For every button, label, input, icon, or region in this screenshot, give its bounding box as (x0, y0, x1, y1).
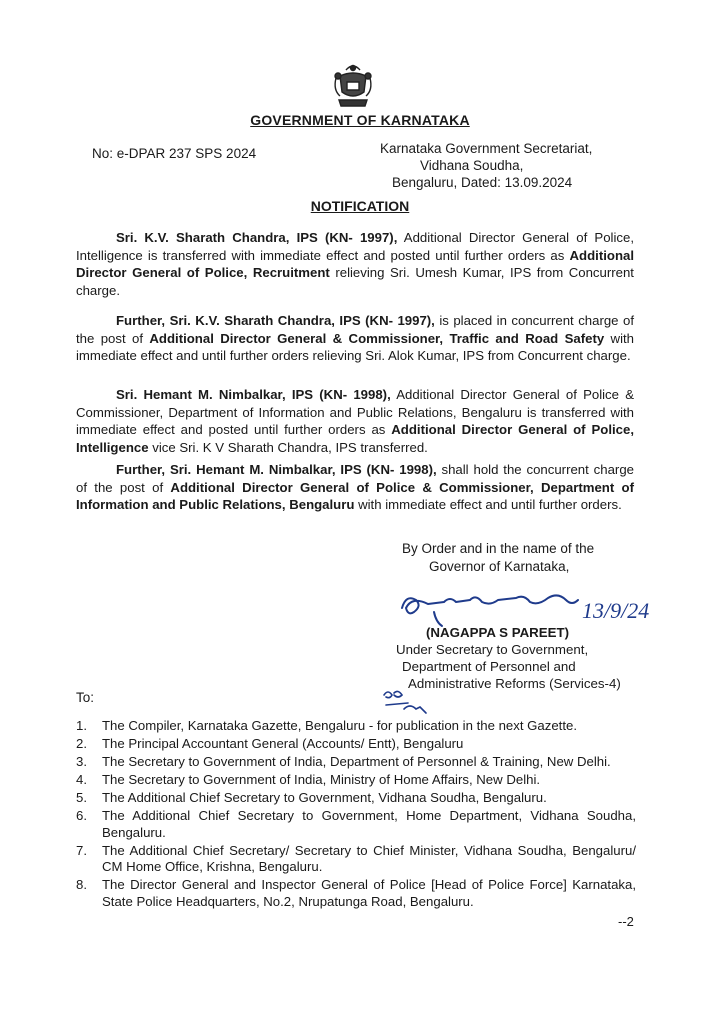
address-line-2: Vidhana Soudha, (420, 158, 524, 173)
p1-text-b: relieving Sri. Umesh Kumar, IPS from Concurrent charge. (76, 265, 634, 298)
list-item-text: The Additional Chief Secretary/ Secretary to Chief Minister, Vidhana Soudha, Bengaluru/ CM Home Office, Krishna, Bengaluru. (102, 842, 636, 874)
p2-text-a: is placed in concurrent charge of the post of (76, 313, 634, 346)
page-continuation-marker: --2 (618, 914, 634, 929)
notification-heading: NOTIFICATION (310, 198, 410, 214)
signatory-designation-2: Department of Personnel and (402, 659, 576, 674)
list-item-number: 3. (76, 754, 87, 769)
signatory-designation-1: Under Secretary to Government, (396, 642, 589, 657)
paragraph-3 (76, 386, 634, 456)
list-item (76, 736, 636, 753)
list-item-text: The Secretary to Government of India, Ministry of Home Affairs, New Delhi. (102, 772, 541, 787)
list-item (76, 754, 636, 771)
p4-text-b: with immediate effect and until further orders. (354, 497, 622, 512)
p1-officer: Sri. K.V. Sharath Chandra, IPS (KN- 1997), (116, 230, 398, 245)
list-item-number: 8. (76, 877, 87, 892)
p3-text-a: Additional Director General of Police & Commissioner, Department of Information and Public Relations, Bengaluru is transferred with immediate effect and posted until further orders as (76, 387, 634, 437)
p1-post: Additional Director General of Police, Recruitment (76, 247, 634, 280)
p3-post: Additional Director General of Police, Intelligence (76, 422, 634, 455)
government-title: GOVERNMENT OF KARNATAKA (250, 112, 470, 128)
list-item-text: The Secretary to Government of India, Department of Personnel & Training, New Delhi. (102, 754, 611, 769)
list-item-number: 7. (76, 842, 87, 858)
list-item (76, 790, 636, 807)
distribution-list (76, 718, 636, 912)
list-item-text: The Compiler, Karnataka Gazette, Bengaluru - for publication in the next Gazette. (102, 718, 578, 733)
office-address (380, 140, 640, 191)
list-item-text: The Additional Chief Secretary to Government, Home Department, Vidhana Soudha, Bengaluru. (102, 808, 636, 840)
address-line-3-date: Bengaluru, Dated: 13.09.2024 (392, 175, 573, 190)
p2-post: Additional Director General & Commissioner, Traffic and Road Safety (149, 330, 605, 346)
to-label: To: (76, 690, 95, 705)
p2-officer: Further, Sri. K.V. Sharath Chandra, IPS (KN- 1997), (116, 313, 435, 328)
list-item-text: The Director General and Inspector General of Police [Head of Police Force] Karnataka, State Police Headquarters, No.2, Nrupatunga Road, Bengaluru. (102, 877, 636, 909)
list-item (76, 808, 636, 841)
list-item-number: 4. (76, 772, 87, 787)
by-order-line-1: By Order and in the name of the (402, 541, 595, 556)
karnataka-emblem-icon (330, 62, 376, 110)
list-item-text: The Additional Chief Secretary to Government, Vidhana Soudha, Bengaluru. (102, 790, 547, 805)
p3-text-b: vice Sri. K V Sharath Chandra, IPS transferred. (148, 439, 428, 455)
list-item-number: 6. (76, 808, 87, 823)
by-order-line-2: Governor of Karnataka, (429, 558, 570, 574)
p4-post: Additional Director General of Police & Commissioner, Department of Information and Public Relations, Bengaluru (76, 479, 634, 512)
signature-date: 13/9/24 (582, 598, 650, 623)
p3-officer: Sri. Hemant M. Nimbalkar, IPS (KN- 1998), (116, 387, 391, 402)
address-line-1: Karnataka Government Secretariat, (380, 141, 593, 156)
handwritten-initial-icon (380, 687, 440, 719)
signatory-block (396, 624, 621, 692)
list-item-text: The Principal Accountant General (Accounts/ Entt), Bengaluru (102, 736, 464, 751)
signatory-name: (NAGAPPA S PAREET) (426, 625, 570, 640)
p4-text-a: shall hold the concurrent charge of the post of (76, 462, 634, 495)
list-item (76, 718, 636, 735)
p2-text-b: with immediate effect and until further orders relieving Sri. Alok Kumar, IPS from Concurrent charge. (76, 330, 634, 363)
paragraph-2 (76, 312, 634, 365)
list-item-number: 1. (76, 718, 87, 733)
list-item-number: 5. (76, 790, 87, 805)
paragraph-4 (76, 461, 634, 514)
p1-text-a: Additional Director General of Police, Intelligence is transferred with immediate effect and posted until further orders as (76, 230, 634, 263)
reference-number: No: e-DPAR 237 SPS 2024 (92, 146, 257, 161)
by-order-block (402, 540, 594, 575)
list-item (76, 877, 636, 910)
signatory-designation-3: Administrative Reforms (Services-4) (408, 676, 621, 691)
paragraph-1 (76, 229, 634, 299)
list-item (76, 843, 636, 876)
list-item-number: 2. (76, 736, 87, 751)
p4-officer: Further, Sri. Hemant M. Nimbalkar, IPS (KN- 1998), (116, 462, 437, 477)
list-item (76, 772, 636, 789)
